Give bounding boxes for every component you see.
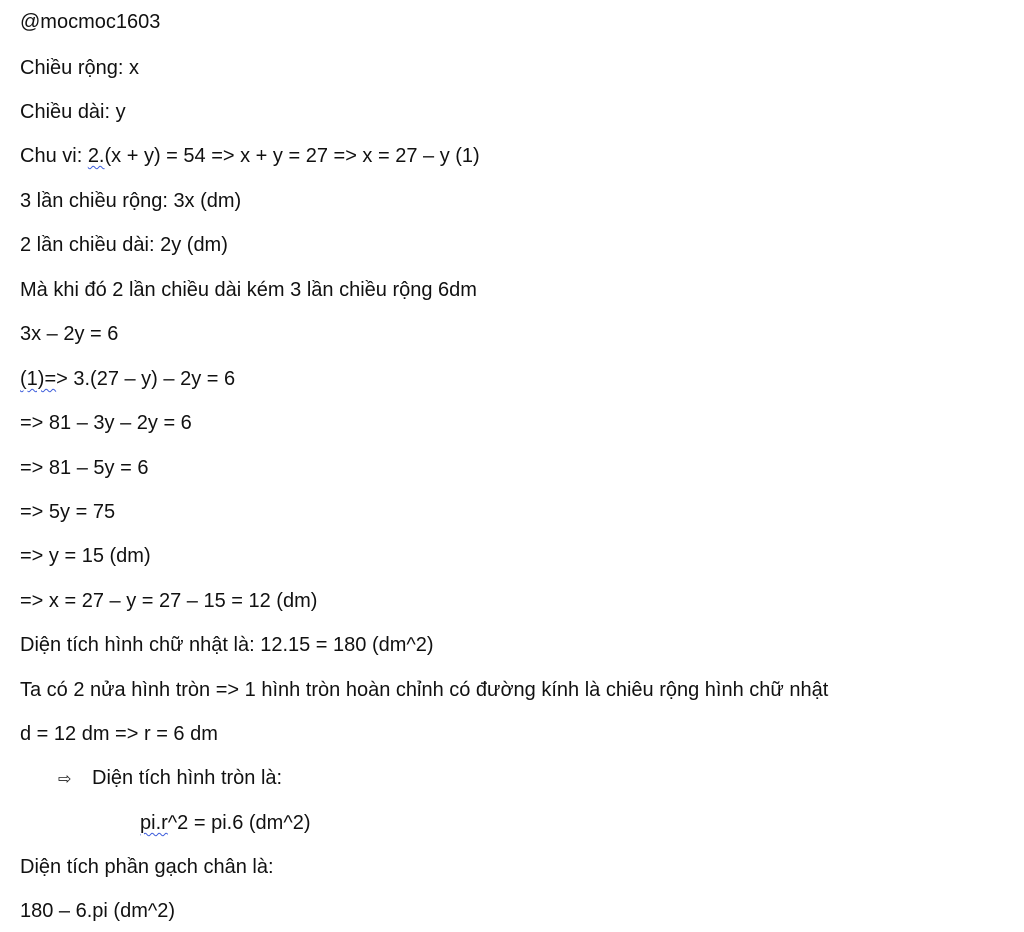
- perimeter-equation: (x + y) = 54 => x + y = 27 => x = 27 – y (1): [104, 145, 480, 167]
- line-step-1: => 81 – 3y – 2y = 6: [20, 412, 192, 434]
- perimeter-label: Chu vi:: [20, 145, 88, 167]
- line-circle-area-formula: [140, 811, 311, 835]
- arrow-right-icon: ⇨: [58, 771, 72, 788]
- line-equation-2: 3x – 2y = 6: [20, 323, 119, 345]
- line-length-def: Chiều dài: y: [20, 101, 126, 123]
- line-width-def: Chiều rộng: x: [20, 57, 139, 79]
- circle-area-equation: ^2 = pi.6 (dm^2): [167, 812, 311, 834]
- spellcheck-underline: pi.r: [140, 812, 168, 834]
- line-circle-note: Ta có 2 nửa hình tròn => 1 hình tròn hoàn chỉnh có đường kính là chiêu rộng hình chữ nhật: [20, 679, 829, 701]
- line-radius: d = 12 dm => r = 6 dm: [20, 723, 218, 745]
- line-rect-area: Diện tích hình chữ nhật là: 12.15 = 180 (dm^2): [20, 634, 434, 656]
- spellcheck-underline: 2.: [87, 145, 105, 167]
- line-three-width: 3 lần chiều rộng: 3x (dm): [20, 190, 242, 212]
- line-substitution: [20, 367, 235, 391]
- line-step-4: => y = 15 (dm): [20, 545, 151, 567]
- line-condition: Mà khi đó 2 lần chiều dài kém 3 lần chiều rộng 6dm: [20, 279, 477, 301]
- line-step-3: => 5y = 75: [20, 501, 116, 523]
- line-shaded-area-heading: Diện tích phần gạch chân là:: [20, 856, 274, 878]
- circle-area-heading: Diện tích hình tròn là:: [92, 767, 283, 789]
- author-handle: @mocmoc1603: [20, 11, 161, 33]
- line-perimeter: [20, 144, 480, 168]
- substitution-equation: > 3.(27 – y) – 2y = 6: [56, 368, 236, 390]
- line-step-2: => 81 – 5y = 6: [20, 457, 149, 479]
- line-step-5: => x = 27 – y = 27 – 15 = 12 (dm): [20, 590, 318, 612]
- line-circle-area-heading: [58, 766, 282, 792]
- spellcheck-underline: (1)=: [20, 368, 57, 390]
- line-shaded-area-result: 180 – 6.pi (dm^2): [20, 900, 176, 922]
- line-two-length: 2 lần chiều dài: 2y (dm): [20, 234, 228, 256]
